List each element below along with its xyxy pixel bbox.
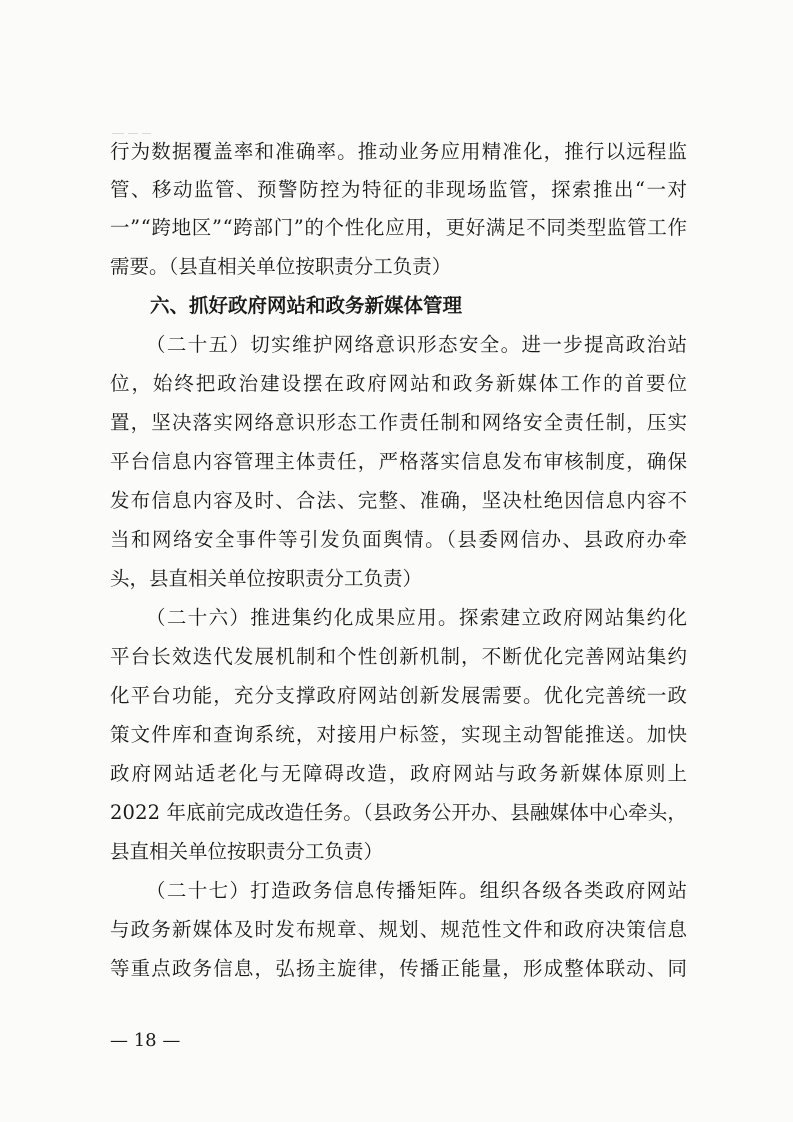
line-text: 政府网站适老化与无障碍改造，政府网站与政务新媒体原则上 (110, 762, 689, 785)
line-text: 与政务新媒体及时发布规章、规划、规范性文件和政府决策信息 (110, 918, 689, 941)
line-text: 策文件库和查询系统，对接用户标签，实现主动智能推送。加快 (110, 723, 689, 746)
scan-artifact (112, 131, 152, 137)
line-text: 平台信息内容管理主体责任，严格落实信息发布审核制度，确保 (110, 450, 689, 473)
line-text: 平台长效迭代发展机制和个性创新机制，不断优化完善网站集约 (110, 645, 689, 668)
line-text: 一”“跨地区”“跨部门”的个性化应用，更好满足不同类型监管工作 (110, 216, 688, 239)
line-text: 2022 年底前完成改造任务。（县政务公开办、县融媒体中心牵头， (110, 801, 688, 824)
line-text: 发布信息内容及时、合法、完整、准确，坚决杜绝因信息内容不 (110, 489, 689, 512)
line-text: （二十五）切实维护网络意识形态安全。进一步提高政治站 (146, 333, 689, 356)
line-text: 当和网络安全事件等引发负面舆情。（县委网信办、县政府办牵 (110, 528, 689, 551)
line-text: 需要。（县直相关单位按职责分工负责） (110, 255, 452, 278)
line-text: 县直相关单位按职责分工负责） (110, 840, 384, 863)
line-text: 置，坚决落实网络意识形态工作责任制和网络安全责任制，压实 (110, 411, 689, 434)
line-text: 等重点政务信息，弘扬主旋律，传播正能量，形成整体联动、同 (110, 957, 689, 980)
page-number: — 18 — (110, 1030, 181, 1051)
line-text: 头，县直相关单位按职责分工负责） (110, 567, 423, 590)
line-text: （二十七）打造政务信息传播矩阵。组织各级各类政府网站 (146, 879, 689, 902)
line-text: 化平台功能，充分支撑政府网站创新发展需要。优化完善统一政 (110, 684, 689, 707)
line-text: 位，始终把政治建设摆在政府网站和政务新媒体工作的首要位 (110, 372, 689, 395)
line-text: 行为数据覆盖率和准确率。推动业务应用精准化，推行以远程监 (110, 140, 689, 163)
line-text: 管、移动监管、预警防控为特征的非现场监管，探索推出“一对 (110, 178, 689, 201)
line-text: （二十六）推进集约化成果应用。探索建立政府网站集约化 (146, 606, 689, 629)
heading-text: 六、抓好政府网站和政务新媒体管理 (150, 294, 463, 317)
